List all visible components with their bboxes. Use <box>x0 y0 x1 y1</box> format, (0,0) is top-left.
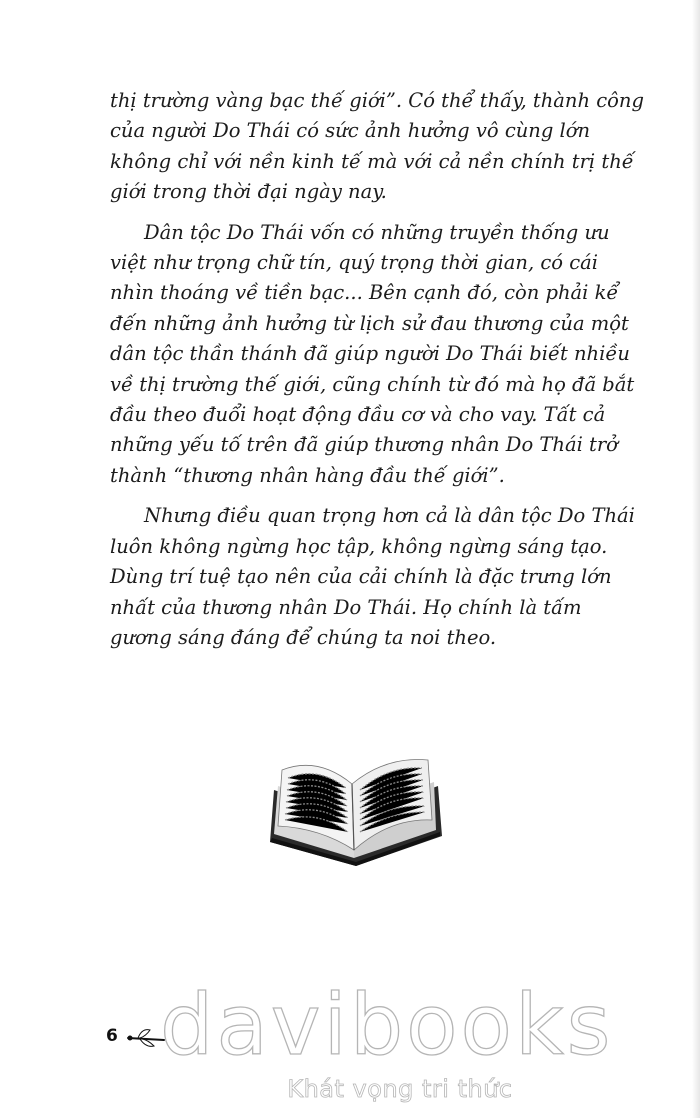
text-line: những yếu tố trên đã giúp thương nhân Do Thái trở <box>110 433 618 457</box>
watermark-tagline: Khát vọng tri thức <box>287 1075 513 1103</box>
text-line: thị trường vàng bạc thế giới”. Có thể thấy, thành công <box>110 89 644 112</box>
text-line: không chỉ với nền kinh tế mà với cả nền chính trị thế <box>110 149 634 173</box>
text-line: luôn không ngừng học tập, không ngừng sáng tạo. <box>110 534 608 558</box>
text-line: giới trong thời đại ngày nay. <box>110 180 387 204</box>
text-line: của người Do Thái có sức ảnh hưởng vô cùng lớn <box>110 119 591 143</box>
text-line: gương sáng đáng để chúng ta noi theo. <box>110 625 497 649</box>
open-book-illustration <box>268 750 444 866</box>
text-line: việt như trọng chữ tín, quý trọng thời gian, có cái <box>110 251 599 275</box>
page-number: 6 <box>106 1026 118 1046</box>
text-line: thành “thương nhân hàng đầu thế giới”. <box>110 463 505 487</box>
body-text <box>110 86 644 663</box>
paragraph-2 <box>110 218 635 492</box>
open-book-icon <box>268 750 444 866</box>
text-line: Dân tộc Do Thái vốn có những truyền thống ưu <box>144 220 610 244</box>
text-line: đầu theo đuổi hoạt động đầu cơ và cho vay. Tất cả <box>110 403 606 427</box>
text-line: nhất của thương nhân Do Thái. Họ chính là tấm <box>110 595 582 619</box>
text-line: dân tộc thần thánh đã giúp người Do Thái biết nhiều <box>110 342 630 366</box>
page-edge <box>692 0 700 1118</box>
text-line: Dùng trí tuệ tạo nên của cải chính là đặc trưng lớn <box>110 565 612 589</box>
paragraph-3 <box>110 501 635 653</box>
watermark-brand: davibooks <box>160 976 614 1074</box>
paragraph-1 <box>110 86 644 208</box>
text-line: về thị trường thế giới, cũng chính từ đó mà họ đã bắt <box>110 372 635 396</box>
text-line: đến những ảnh hưởng từ lịch sử đau thương của một <box>110 311 629 335</box>
text-line: Nhưng điều quan trọng hơn cả là dân tộc Do Thái <box>144 504 635 528</box>
text-line: nhìn thoáng về tiền bạc... Bên cạnh đó, còn phải kể <box>110 281 619 305</box>
